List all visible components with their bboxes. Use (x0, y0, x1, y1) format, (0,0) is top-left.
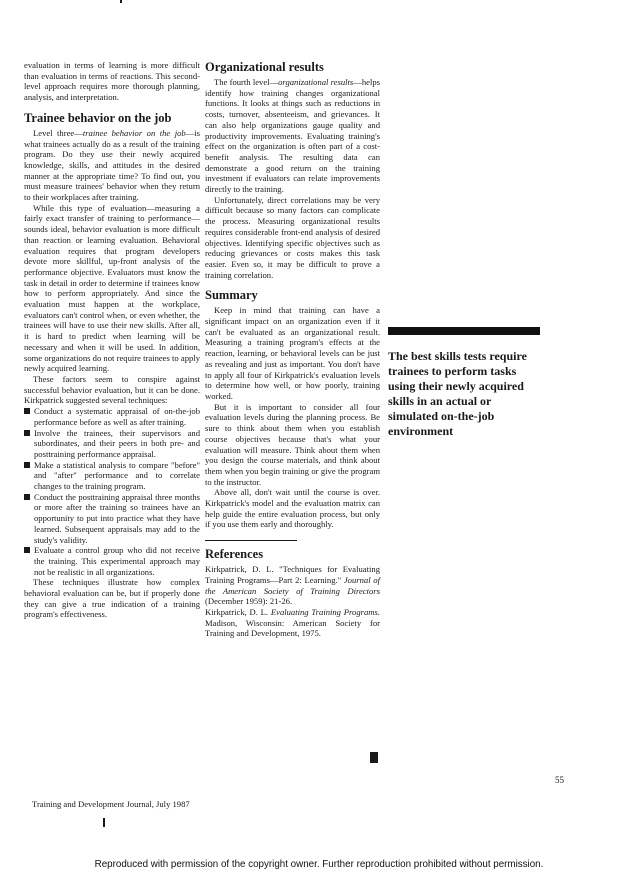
technique-bullet: Evaluate a control group who did not receive the training. This experimental approach may not be realistic in all organizations. (24, 545, 200, 577)
reference-entry: Kirkpatrick, D. L. Evaluating Training Programs. Madison, Wisconsin: American Society for Training and Development, 1975. (205, 606, 380, 639)
technique-bullet: Involve the trainees, their supervisors and subordinates, and their peers in both pre- and posttraining performance appraisal. (24, 428, 200, 460)
reference-entry: Kirkpatrick, D. L. "Techniques for Evaluating Training Programs—Part 2: Learning." Journal of the American Society of Training Directors (December 1959): 21-26. (205, 564, 380, 607)
journal-footer: Training and Development Journal, July 1987 (32, 799, 190, 809)
page-number: 55 (555, 775, 564, 785)
bullet-square-icon (24, 462, 30, 468)
bullet-square-icon (24, 494, 30, 500)
behavior-paragraph-1: Level three—trainee behavior on the job—is what trainees actually do as a result of the training program. Do they use their newly acquired knowledge, skills, and attitudes in the desired manner at the appropriate time? To find out, you must measure trainees' behavior when they return to their workplaces after training. (24, 127, 200, 203)
intro-paragraph: evaluation in terms of learning is more difficult than evaluation in terms of reactions. This second-level approach requires more thorough planning, analysis, and interpretation. (24, 60, 200, 103)
behavior-paragraph-4: These techniques illustrate how complex behavioral evaluation can be, but if properly done they can give a true indication of a training program's effectiveness. (24, 577, 200, 620)
bullet-square-icon (24, 547, 30, 553)
references-divider (205, 540, 297, 541)
results-paragraph-2: Unfortunately, direct correlations may be very difficult because so many factors can complicate the process. Measuring organizational results requires considerable front-end analysis of desired objectives. Identifying specific objectives such as reducing grievances or costs makes this task easier. Even so, it may be difficult to prove a training correlation. (205, 194, 380, 280)
bullet-square-icon (24, 430, 30, 436)
copyright-notice: Reproduced with permission of the copyright owner. Further reproduction prohibited without permission. (94, 859, 544, 870)
results-paragraph-1: The fourth level—organizational results—helps identify how training changes organizational functions. It looks at things such as reductions in costs, turnover, absenteeism, and grievances. It can also help organizations gauge quality and productivity improvements. Evaluating training's effect on the organization is often part of a cost-benefit analysis. The resulting data can demonstrate a good return on the training investment if evaluators can relate improvements directly to the training. (205, 77, 380, 195)
end-of-article-icon (370, 752, 378, 763)
summary-paragraph-2: But it is important to consider all four evaluation levels during the planning process. Be sure to think about them when you establish course objectives because that's what your evaluation will measure. Think about them when you design the course materials, and think about them when you begin training or give the program to the instructor. (205, 401, 380, 487)
bullet-square-icon (24, 408, 30, 414)
summary-paragraph-3: Above all, don't wait until the course is over. Kirkpatrick's model and the evaluation matrix can help guide the entire evaluation process, but only if you use them early and thoroughly. (205, 487, 380, 530)
top-tick-mark (120, 0, 122, 3)
technique-bullet: Conduct a systematic appraisal of on-the-job performance before as well as after training. (24, 406, 200, 427)
middle-column (205, 60, 380, 639)
section-heading-summary: Summary (205, 288, 258, 303)
behavior-paragraph-3: These factors seem to conspire against successful behavior evaluation, but it can be done. Kirkpatrick suggested several techniques: (24, 373, 200, 406)
technique-bullet: Make a statistical analysis to compare "before" and "after" performance and to correlate changes to the training program. (24, 460, 200, 492)
pullquote: The best skills tests require trainees to perform tasks using their newly acquired skills in an actual or simulated on-the-job environment (388, 349, 527, 438)
section-heading-results: Organizational results (205, 60, 324, 74)
bottom-tick-mark (103, 818, 105, 827)
section-heading-behavior: Trainee behavior on the job (24, 110, 172, 125)
technique-bullet: Conduct the posttraining appraisal three months or more after the training so trainees have an opportunity to put into practice what they have learned. Subsequent appraisals may add to the study's validity. (24, 492, 200, 546)
behavior-paragraph-2: While this type of evaluation—measuring a fairly exact transfer of training to performance—sounds ideal, behavior evaluation is more difficult than reaction or learning evaluation. Behavioral evaluation requires that program developers devote more skillful, up-front analysis of the performance objective. Evaluators must know the task in detail in order to determine if trainees know how to perform appropriately. And since the evaluation must happen at the workplace, evaluators can't control when, or even whether, the trainees will have to use their new skills. After all, it is hard to predict when learning will be necessary and when it will be used. In addition, some organizations do not require trainees to apply newly acquired learning. (24, 202, 200, 374)
section-heading-references: References (205, 547, 264, 562)
pullquote-bar (388, 327, 540, 335)
summary-paragraph-1: Keep in mind that training can have a significant impact on an organization even if it can't be evaluated as an organizational result. Measuring a training program's effects at the reaction, learning, or behavioral levels can be just as revealing and just as important. You don't have to apply all four of Kirkpatrick's evaluation levels to determine how well, or how poorly, training worked. (205, 305, 380, 401)
left-column (24, 60, 200, 620)
